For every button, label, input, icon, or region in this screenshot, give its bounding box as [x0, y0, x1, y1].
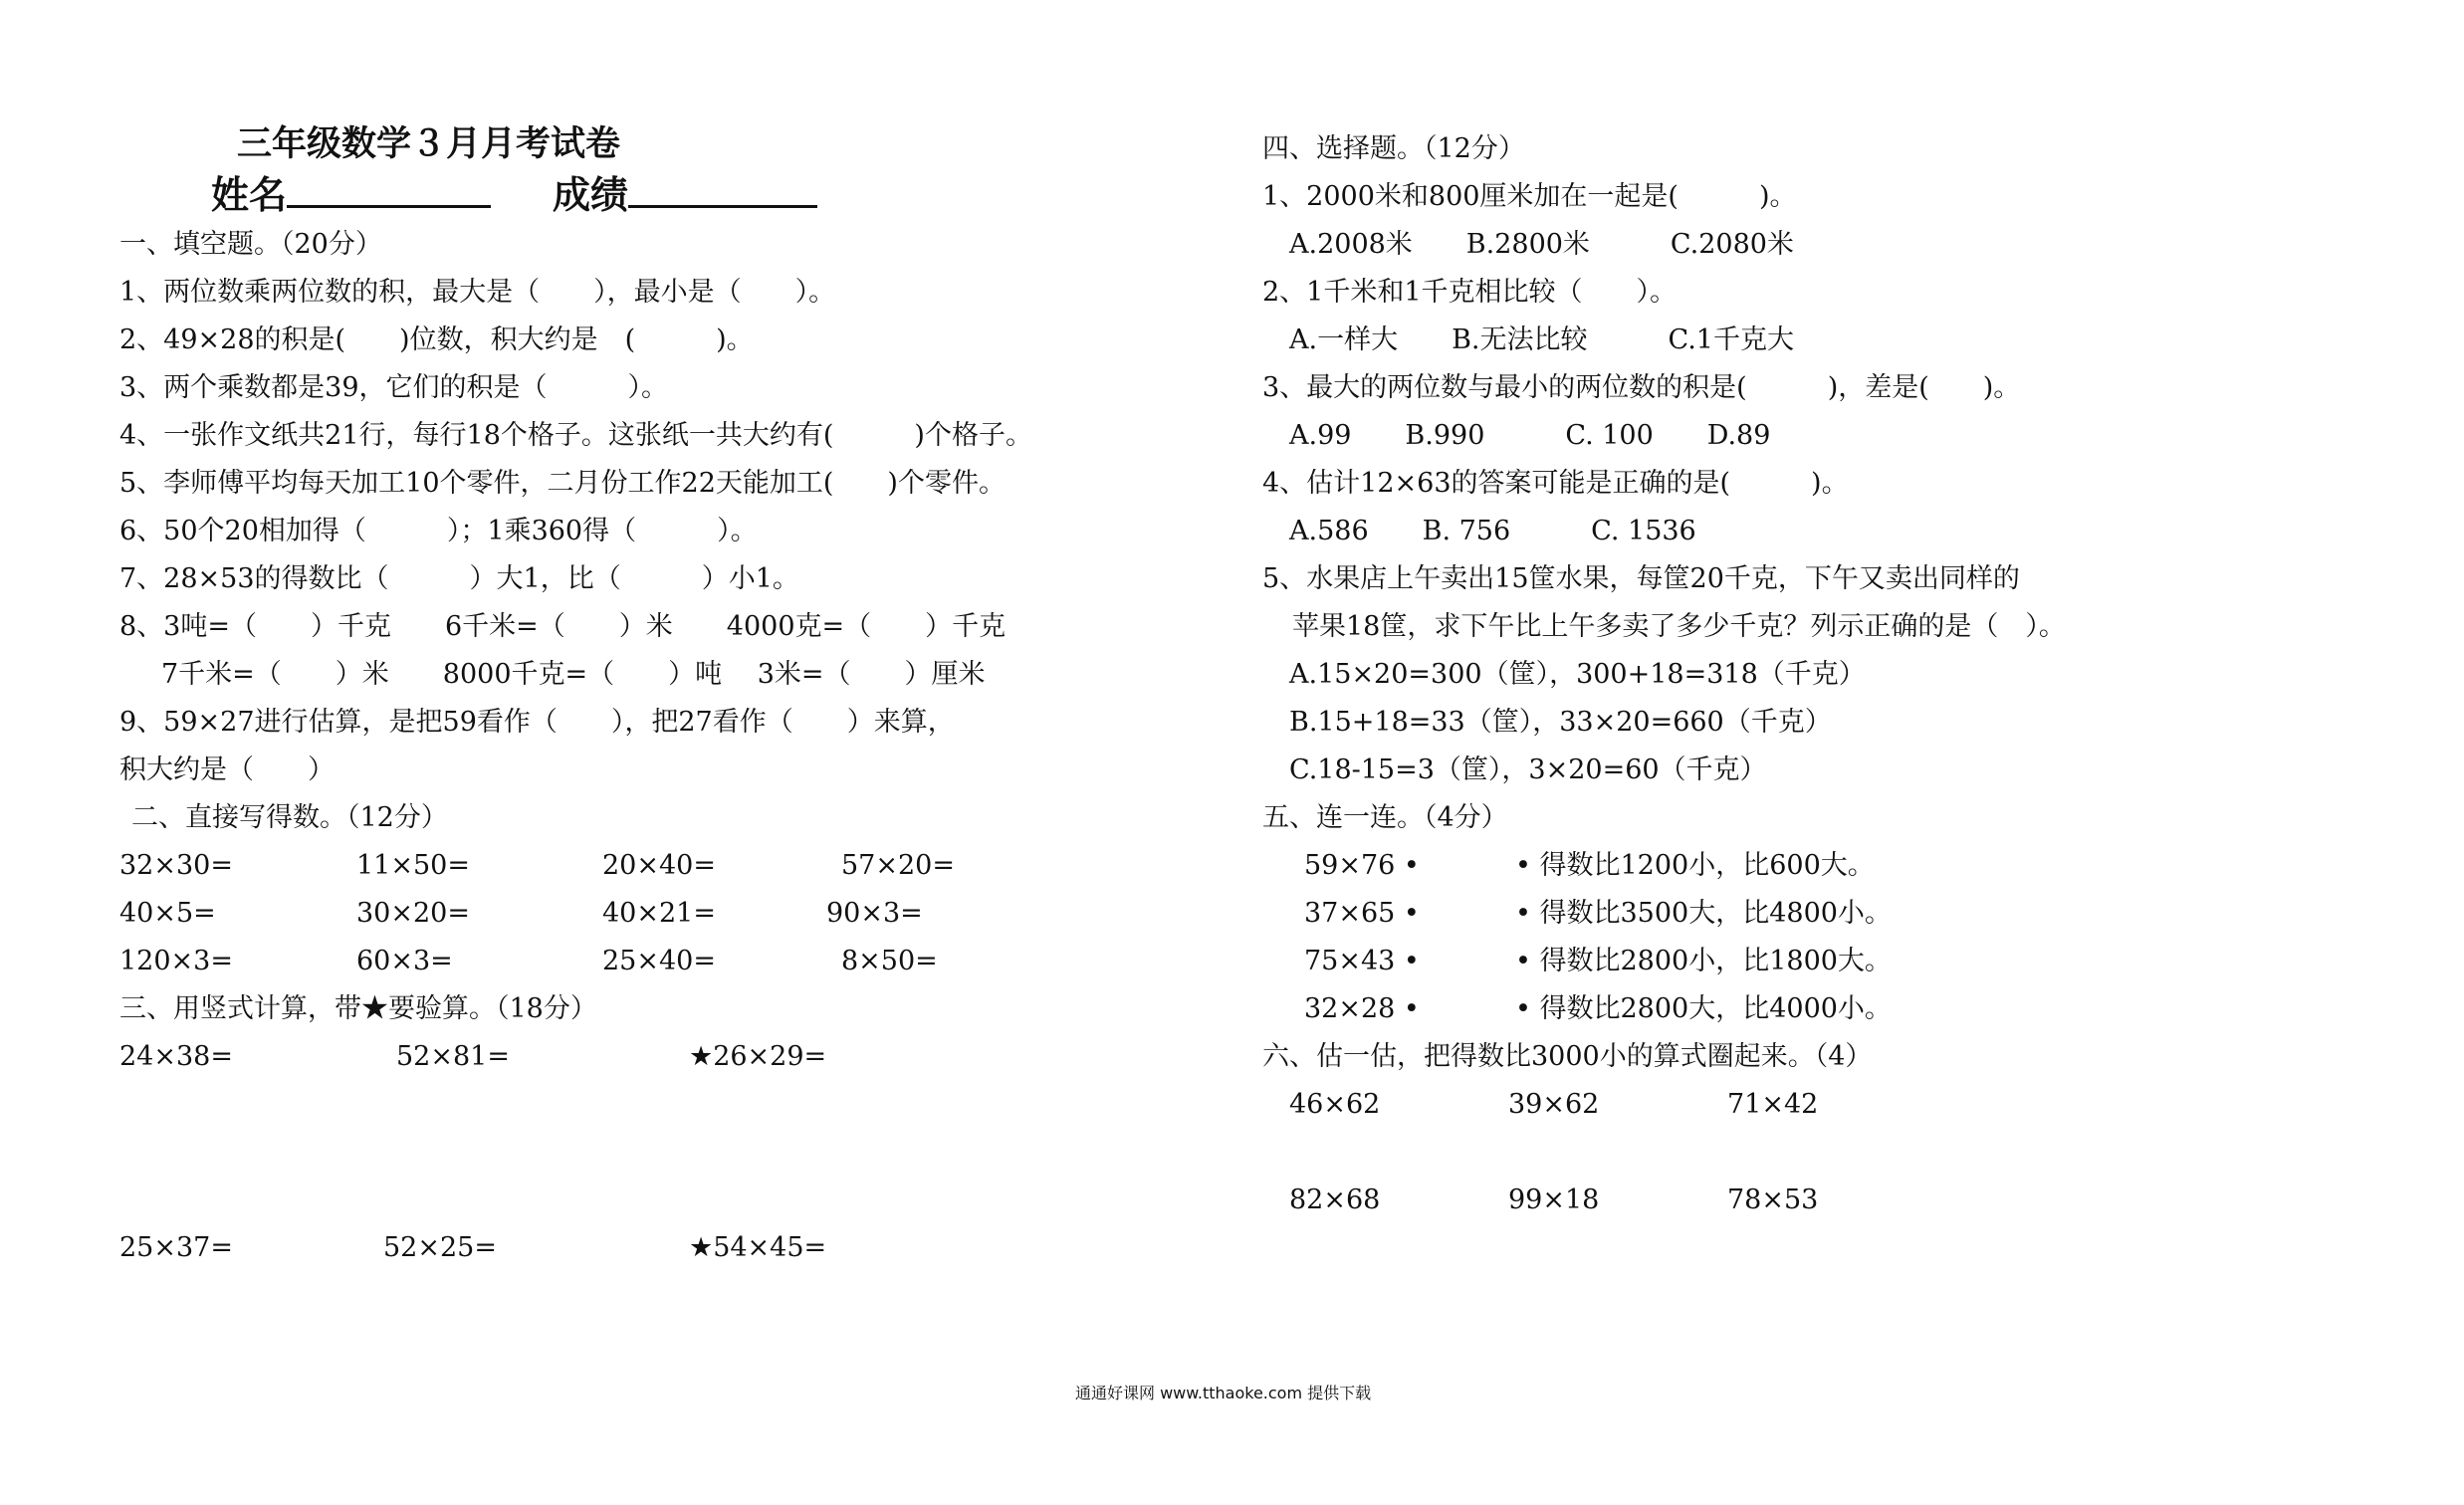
match-right-item: • 得数比2800大，比4000小。 [1515, 993, 1892, 1024]
question: 4、一张作文纸共21行，每行18个格子。这张纸一共大约有( )个格子。 [119, 420, 1032, 451]
score-blank [628, 171, 817, 208]
name-blank [287, 171, 491, 208]
vertical-calc-item: ★26×29= [689, 1041, 827, 1072]
question: 3、两个乘数都是39，它们的积是（ ）。 [119, 372, 669, 403]
choice-options: A.2008米 B.2800米 C.2080米 [1289, 229, 1794, 260]
question: 2、49×28的积是( )位数，积大约是 ( )。 [119, 324, 754, 355]
match-right-item: • 得数比1200小，比600大。 [1515, 850, 1875, 881]
question: 1、两位数乘两位数的积，最大是（ ），最小是（ ）。 [119, 277, 836, 308]
score-label: 成绩 [553, 172, 629, 217]
exam-title: 三年级数学３月月考试卷 [237, 123, 621, 164]
question-continuation: 苹果18筐，求下午比上午多卖了多少千克？列示正确的是（ ）。 [1292, 611, 2066, 642]
name-label: 姓名 [211, 172, 288, 217]
choice-option: B.15+18=33（筐），33×20=660（千克） [1289, 707, 1832, 738]
match-left-item: 75×43 • [1304, 946, 1420, 976]
choice-options: A.586 B. 756 C. 1536 [1289, 516, 1696, 546]
question: 1、2000米和800厘米加在一起是( )。 [1262, 181, 1797, 212]
estimate-item: 78×53 [1727, 1184, 1819, 1215]
estimate-item: 99×18 [1508, 1184, 1600, 1215]
oral-item: 40×5= [119, 898, 216, 929]
match-right-item: • 得数比3500大，比4800小。 [1515, 898, 1892, 929]
choice-options: A.99 B.990 C. 100 D.89 [1289, 420, 1771, 451]
oral-item: 30×20= [356, 898, 470, 929]
question: 2、1千米和1千克相比较（ ）。 [1262, 277, 1678, 308]
match-right-item: • 得数比2800小，比1800大。 [1515, 946, 1892, 976]
footer-credit: 通通好课网 www.tthaoke.com 提供下载 [1075, 1384, 1372, 1402]
oral-item: 8×50= [841, 946, 938, 976]
question: 3、最大的两位数与最小的两位数的积是( )，差是( )。 [1262, 372, 2021, 403]
question: 7、28×53的得数比（ ）大1，比（ ）小1。 [119, 563, 799, 594]
section-heading: 二、直接写得数。（12分） [131, 802, 448, 833]
match-left-item: 59×76 • [1304, 850, 1420, 881]
section-heading: 四、选择题。（12分） [1262, 133, 1525, 164]
estimate-item: 39×62 [1508, 1089, 1600, 1120]
choice-option: C.18-15=3（筐），3×20=60（千克） [1289, 754, 1767, 785]
oral-item: 11×50= [356, 850, 470, 881]
oral-item: 120×3= [119, 946, 233, 976]
oral-item: 32×30= [119, 850, 233, 881]
vertical-calc-item: 52×25= [383, 1232, 497, 1263]
section-heading: 五、连一连。（4分） [1262, 802, 1508, 833]
vertical-calc-item: 25×37= [119, 1232, 233, 1263]
question-continuation: 积大约是（ ） [119, 754, 335, 785]
oral-item: 20×40= [602, 850, 716, 881]
match-left-item: 37×65 • [1304, 898, 1420, 929]
oral-item: 57×20= [841, 850, 955, 881]
section-heading: 一、填空题。（20分） [119, 229, 382, 260]
question: 9、59×27进行估算，是把59看作（ ），把27看作（ ）来算， [119, 707, 955, 738]
estimate-item: 82×68 [1289, 1184, 1381, 1215]
estimate-item: 71×42 [1727, 1089, 1819, 1120]
question-continuation: 7千米=（ ）米 8000千克=（ ）吨 3米=（ ）厘米 [161, 659, 986, 690]
choice-option: A.15×20=300（筐），300+18=318（千克） [1289, 659, 1866, 690]
vertical-calc-item: 52×81= [396, 1041, 510, 1072]
oral-item: 25×40= [602, 946, 716, 976]
question: 4、估计12×63的答案可能是正确的是( )。 [1262, 468, 1849, 499]
oral-item: 40×21= [602, 898, 716, 929]
section-heading: 六、估一估，把得数比3000小的算式圈起来。（4） [1262, 1041, 1873, 1072]
match-left-item: 32×28 • [1304, 993, 1420, 1024]
vertical-calc-item: 24×38= [119, 1041, 233, 1072]
question: 6、50个20相加得（ ）；1乘360得（ ）。 [119, 516, 758, 546]
question: 5、李师傅平均每天加工10个零件，二月份工作22天能加工( )个零件。 [119, 468, 1006, 499]
estimate-item: 46×62 [1289, 1089, 1381, 1120]
section-heading: 三、用竖式计算，带★要验算。（18分） [119, 993, 597, 1024]
question: 5、水果店上午卖出15筐水果，每筐20千克，下午又卖出同样的 [1262, 563, 2020, 594]
oral-item: 60×3= [356, 946, 453, 976]
name-row [211, 171, 491, 218]
score-row [553, 171, 817, 218]
vertical-calc-item: ★54×45= [689, 1232, 827, 1263]
question: 8、3吨=（ ）千克 6千米=（ ）米 4000克=（ ）千克 [119, 611, 1007, 642]
choice-options: A.一样大 B.无法比较 C.1千克大 [1289, 324, 1794, 355]
oral-item: 90×3= [826, 898, 923, 929]
